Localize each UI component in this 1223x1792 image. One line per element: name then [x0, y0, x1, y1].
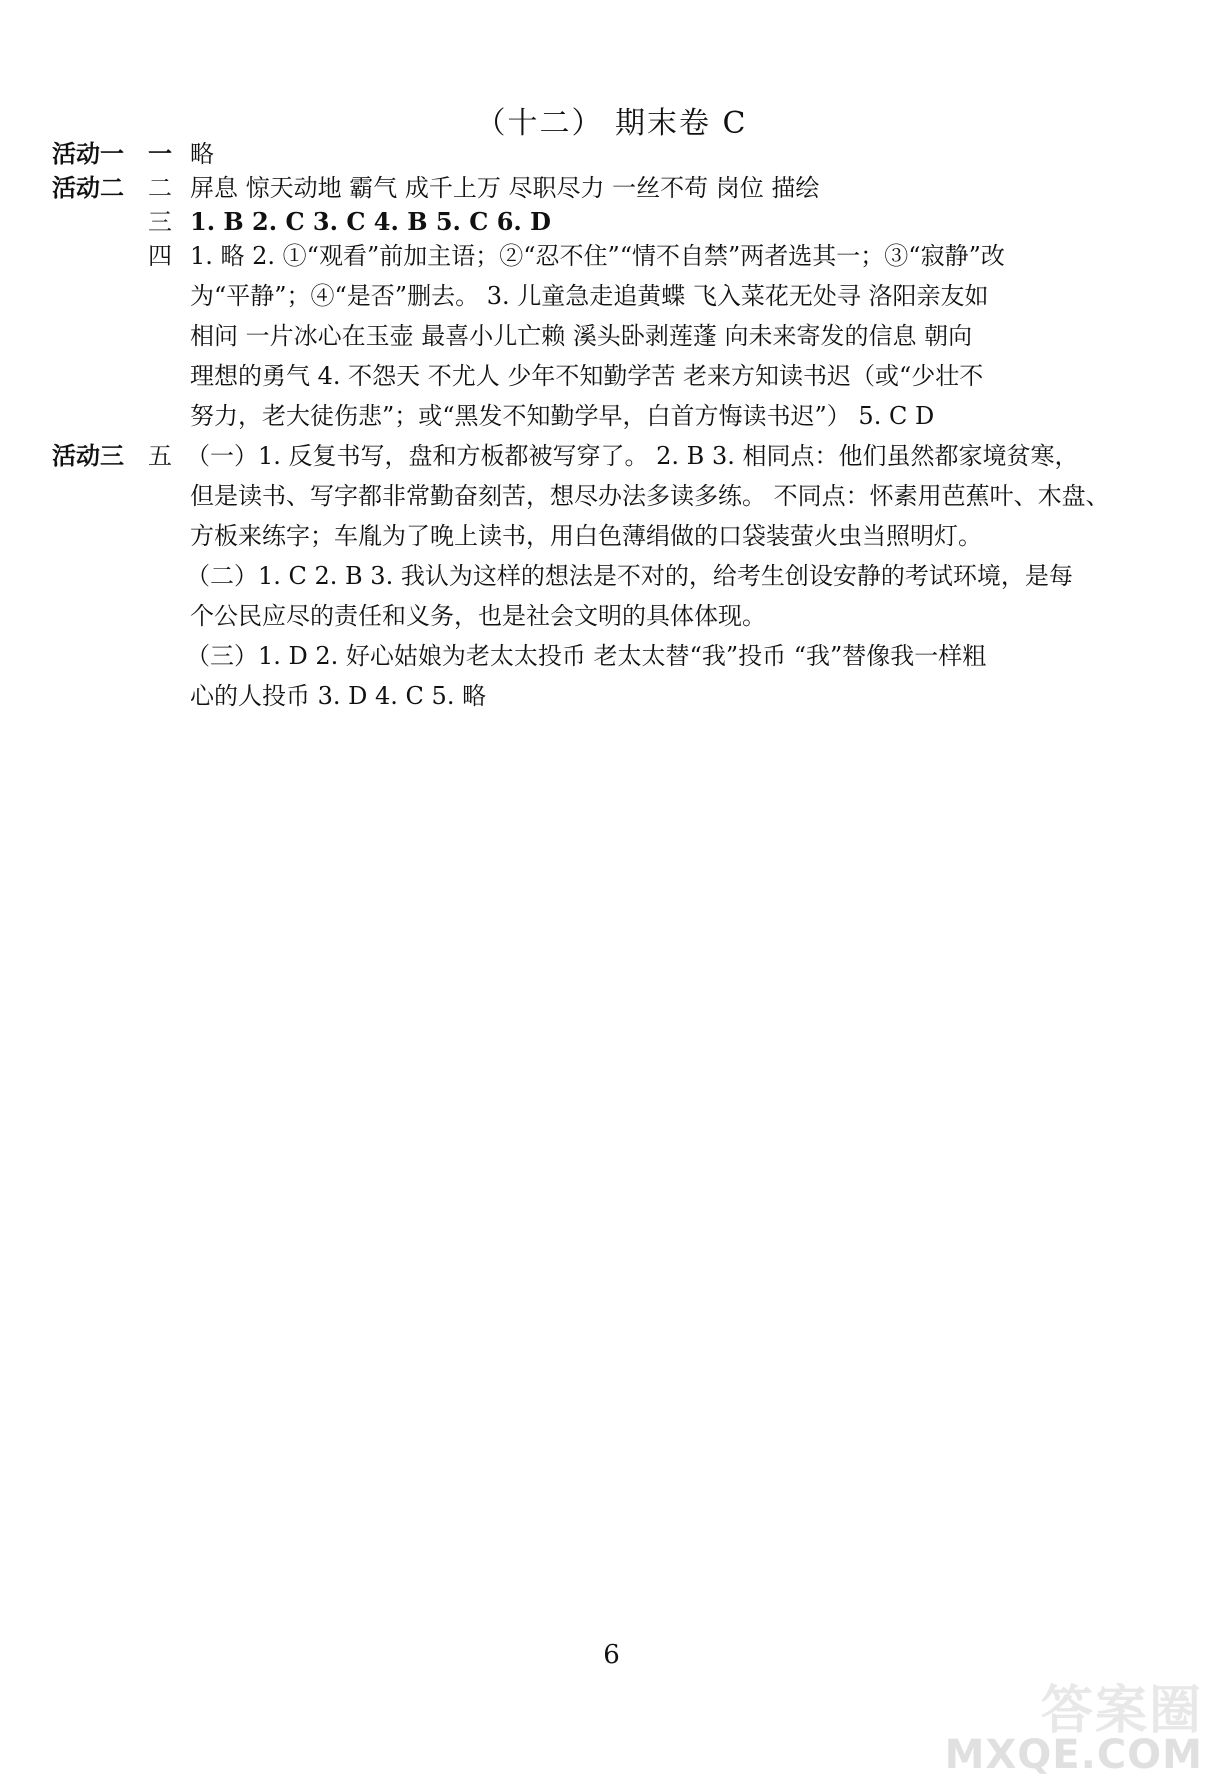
- section-4-number: 四: [148, 242, 172, 270]
- section-3-text: 1. B 2. C 3. C 4. B 5. C 6. D: [190, 207, 551, 236]
- section-4-line: 1. 略 2. ①“观看”前加主语；②“忍不住”“情不自禁”两者选其一；③“寂静”改: [190, 242, 1005, 270]
- section-5-number: 五: [148, 442, 172, 470]
- activity-3-label: 活动三: [52, 441, 124, 470]
- section-1-text: 略: [190, 140, 214, 168]
- watermark-url: MXQE.COM: [944, 1732, 1203, 1778]
- section-4-line: 为“平静”；④“是否”删去。 3. 儿童急走追黄蝶 飞入菜花无处寻 洛阳亲友如: [190, 282, 989, 310]
- section-5-line: （二）1. C 2. B 3. 我认为这样的想法是不对的，给考生创设安静的考试环境，是每: [186, 562, 1073, 590]
- section-4-line: 努力，老大徒伤悲”；或“黑发不知勤学早，白首方悔读书迟”） 5. C D: [190, 402, 935, 430]
- section-5-line: 心的人投币 3. D 4. C 5. 略: [190, 682, 487, 710]
- section-4-line: 理想的勇气 4. 不怨天 不尤人 少年不知勤学苦 老来方知读书迟（或“少壮不: [190, 362, 984, 390]
- section-5-line: 个公民应尽的责任和义务，也是社会文明的具体体现。: [190, 602, 766, 630]
- activity-2-label: 活动二: [52, 173, 124, 202]
- section-3-number: 三: [148, 208, 172, 236]
- section-2-text: 屏息 惊天动地 霸气 成千上万 尽职尽力 一丝不苟 岗位 描绘: [190, 174, 820, 202]
- page-title: （十二） 期末卷 C: [475, 106, 748, 141]
- section-1-number: 一: [148, 139, 172, 168]
- section-5-line: （一）1. 反复书写，盘和方板都被写穿了。 2. B 3. 相同点：他们虽然都家境贫寒，: [186, 442, 1079, 470]
- page-number: 6: [603, 1640, 620, 1670]
- section-2-number: 二: [148, 174, 172, 202]
- site-watermark: [944, 1668, 1203, 1778]
- section-5-line: 但是读书、写字都非常勤奋刻苦，想尽办法多读多练。 不同点：怀素用芭蕉叶、木盘、: [190, 482, 1110, 510]
- section-5-line: （三）1. D 2. 好心姑娘为老太太投币 老太太替“我”投币 “我”替像我一样粗: [186, 642, 987, 670]
- watermark-logo-text: 答案圈: [1040, 1681, 1203, 1741]
- activity-1-label: 活动一: [52, 139, 124, 168]
- section-5-line: 方板来练字；车胤为了晚上读书，用白色薄绢做的口袋装萤火虫当照明灯。: [190, 522, 982, 550]
- section-4-line: 相问 一片冰心在玉壶 最喜小儿亡赖 溪头卧剥莲蓬 向未来寄发的信息 朝向: [190, 322, 973, 350]
